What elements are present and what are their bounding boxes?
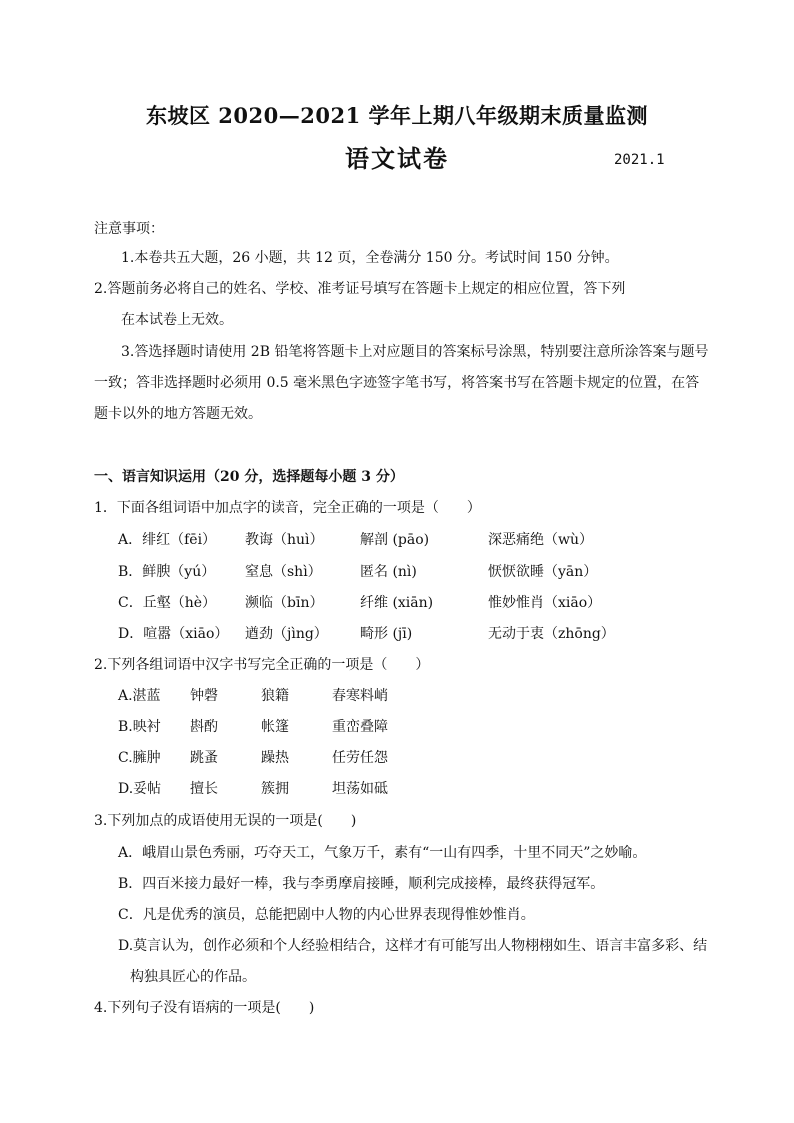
q1-option-a-word-4: 深恶痛绝（wù） (488, 532, 593, 548)
q1-option-a-word-2: 教诲（huì） (245, 532, 324, 548)
q1-option-d-word-1: D．喧嚣（xiāo） (118, 626, 229, 642)
q1-option-d-word-4: 无动于衷（zhōng） (488, 626, 615, 642)
q2-option-c-word-2: 跳蚤 (190, 750, 218, 766)
note-2-line-1: 2.答题前务必将自己的姓名、学校、准考证号填写在答题卡上规定的相应位置，答下列 (94, 281, 626, 297)
note-1: 1.本卷共五大题，26 小题，共 12 页，全卷满分 150 分。考试时间 150 分钟。 (121, 250, 619, 266)
q2-option-a-word-3: 狼籍 (261, 688, 289, 704)
q2-option-c-word-3: 躁热 (261, 750, 289, 766)
q2-option-a-word-2: 钟磬 (190, 688, 218, 704)
q2-option-d-word-4: 坦荡如砥 (332, 781, 388, 797)
q1-option-b-word-3: 匿名 (nì) (360, 564, 417, 580)
q3-option-d-line-1: D.莫言认为，创作必须和个人经验相结合，这样才有可能写出人物栩栩如生、语言丰富多彩、结 (118, 938, 708, 954)
q1-option-b-word-1: B．鲜腴（yú） (118, 564, 216, 580)
note-3-line-2: 一致；答非选择题时必须用 0.5 毫米黑色字迹签字笔书写，将答案书写在答题卡规定的位置，在答 (94, 375, 700, 391)
q3-option-b: B．四百米接力最好一棒，我与李勇摩肩接睡，顺利完成接棒，最终获得冠军。 (118, 876, 605, 892)
q1-option-c-word-2: 濒临（bīn） (245, 595, 324, 611)
q1-option-c-word-4: 惟妙惟肖（xiāo） (488, 595, 602, 611)
q2-option-b-word-1: B.映衬 (118, 719, 161, 735)
question-4-stem: 4.下列句子没有语病的一项是( ) (94, 1000, 315, 1016)
note-2-line-2: 在本试卷上无效。 (121, 312, 233, 328)
q1-option-a-word-1: A．绯红（fēi） (118, 532, 217, 548)
exam-title: 东坡区 2020—2021 学年上期八年级期末质量监测 (145, 103, 648, 128)
q2-option-a-word-4: 春寒料峭 (332, 688, 388, 704)
notes-heading: 注意事项： (94, 221, 164, 237)
q2-option-c-word-4: 任劳任怨 (332, 750, 388, 766)
q2-option-d-word-1: D.妥帖 (118, 781, 162, 797)
q1-option-d-word-3: 畸形 (jī) (360, 626, 413, 642)
q1-option-b-word-2: 窒息（shì） (245, 564, 322, 580)
section-1-heading: 一、语言知识运用（20 分，选择题每小题 3 分） (94, 469, 404, 485)
note-3-line-1: 3.答选择题时请使用 2B 铅笔将答题卡上对应题目的答案标号涂黑，特别要注意所涂答案与题号 (121, 344, 709, 360)
q1-option-a-word-3: 解剖 (pāo) (360, 532, 430, 548)
q2-option-c-word-1: C.臃肿 (118, 750, 161, 766)
question-1-stem: 1．下面各组词语中加点字的读音，完全正确的一项是（ ） (94, 500, 481, 516)
q1-option-b-word-4: 恹恹欲睡（yān） (488, 564, 598, 580)
q2-option-d-word-2: 擅长 (190, 781, 218, 797)
exam-date: 2021.1 (614, 152, 665, 168)
q2-option-b-word-3: 帐篷 (261, 719, 289, 735)
q2-option-b-word-2: 斟酌 (190, 719, 218, 735)
question-3-stem: 3.下列加点的成语使用无误的一项是( ) (94, 813, 357, 829)
q2-option-a-word-1: A.湛蓝 (118, 688, 161, 704)
note-3-line-3: 题卡以外的地方答题无效。 (94, 406, 262, 422)
q3-option-c: C．凡是优秀的演员，总能把剧中人物的内心世界表现得惟妙惟肖。 (118, 907, 535, 923)
q2-option-b-word-4: 重峦叠障 (332, 719, 388, 735)
q1-option-d-word-2: 遒劲（jìng） (245, 626, 328, 642)
question-2-stem: 2.下列各组词语中汉字书写完全正确的一项是（ ） (94, 657, 430, 673)
q3-option-a: A．峨眉山景色秀丽，巧夺天工，气象万千，素有“一山有四季，十里不同天”之妙喻。 (118, 845, 647, 861)
q3-option-d-line-2: 构独具匠心的作品。 (130, 969, 256, 985)
q1-option-c-word-1: C．丘壑（hè） (118, 595, 217, 611)
exam-subtitle: 语文试卷 (345, 144, 449, 173)
q2-option-d-word-3: 簇拥 (261, 781, 289, 797)
q1-option-c-word-3: 纤维 (xiān) (360, 595, 434, 611)
